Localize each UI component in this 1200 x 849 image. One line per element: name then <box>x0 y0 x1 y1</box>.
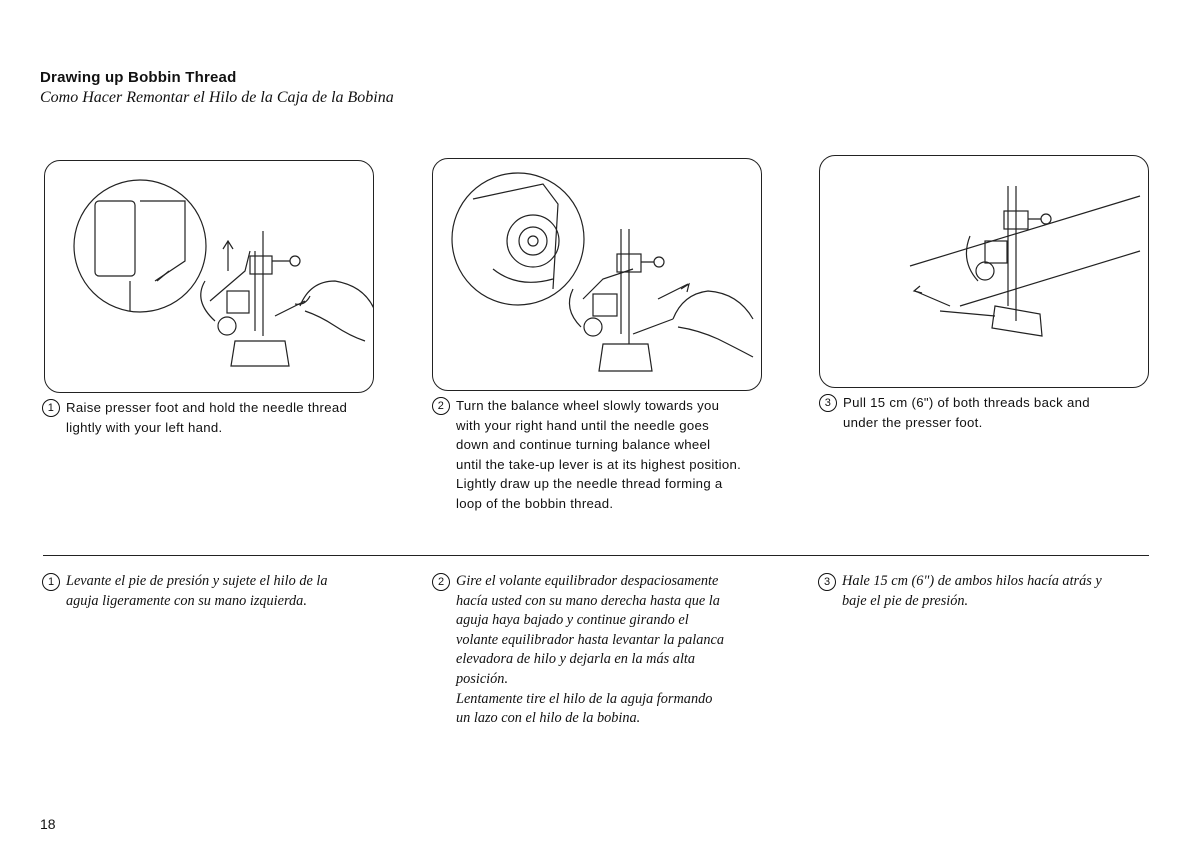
step-2-es-line: volante equilibrador hasta levantar la palanca <box>456 631 725 648</box>
step-2-es-line: aguja haya bajado y continue girando el <box>456 612 689 629</box>
step-3-spanish <box>818 572 1158 611</box>
step-1-line: Raise presser foot and hold the needle thread <box>66 400 348 415</box>
page-number: 18 <box>40 816 56 832</box>
page-title-spanish: Como Hacer Remontar el Hilo de la Caja de la Bobina <box>40 89 394 106</box>
illustration-frame-step-1 <box>44 160 374 393</box>
step-2-english <box>432 396 764 513</box>
step-1-es-line: Levante el pie de presión y sujete el hilo de la <box>66 573 328 589</box>
step-3-es-line: Hale 15 cm (6") de ambos hilos hacía atrás y <box>842 573 1102 589</box>
step-number-2: 2 <box>432 397 450 415</box>
illustration-frame-step-2 <box>432 158 762 391</box>
step-3-english <box>819 393 1153 432</box>
step-number-1: 1 <box>42 573 60 591</box>
step-2-es-line: elevadora de hilo y dejarla en la más alta <box>456 651 696 668</box>
step-1-spanish <box>42 572 382 611</box>
step-number-3: 3 <box>818 573 836 591</box>
step-2-es-line: un lazo con el hilo de la bobina. <box>456 710 641 727</box>
step-2-line: with your right hand until the needle goes <box>456 417 710 433</box>
step-2-es-line: posición. <box>456 670 509 687</box>
step-3-es-line: baje el pie de presión. <box>842 592 969 609</box>
step-2-es-line: Gire el volante equilibrador despaciosamente <box>456 573 719 589</box>
step-2-line: loop of the bobbin thread. <box>456 495 614 511</box>
sewing-machine-illustration-1 <box>45 161 373 392</box>
step-number-1: 1 <box>42 399 60 417</box>
step-2-es-line: Lentamente tire el hilo de la aguja formando <box>456 690 713 707</box>
page-title-english: Drawing up Bobbin Thread <box>40 69 237 86</box>
step-3-line: Pull 15 cm (6") of both threads back and <box>843 395 1090 410</box>
step-1-english <box>42 398 374 437</box>
step-1-es-line: aguja ligeramente con su mano izquierda. <box>66 592 307 609</box>
sewing-machine-illustration-3 <box>820 156 1148 387</box>
step-2-line: Lightly draw up the needle thread forming a <box>456 476 723 491</box>
step-1-line: lightly with your left hand. <box>66 419 223 435</box>
step-2-spanish <box>432 572 772 729</box>
step-2-line: Turn the balance wheel slowly towards you <box>456 398 720 413</box>
step-3-line: under the presser foot. <box>843 414 983 430</box>
illustration-frame-step-3 <box>819 155 1149 388</box>
section-divider <box>43 555 1149 556</box>
step-2-line: down and continue turning balance wheel <box>456 437 711 452</box>
step-2-es-line: hacía usted con su mano derecha hasta que la <box>456 592 720 609</box>
step-number-2: 2 <box>432 573 450 591</box>
step-number-3: 3 <box>819 394 837 412</box>
sewing-machine-illustration-2 <box>433 159 761 390</box>
step-2-line: until the take-up lever is at its highest position. <box>456 456 742 472</box>
